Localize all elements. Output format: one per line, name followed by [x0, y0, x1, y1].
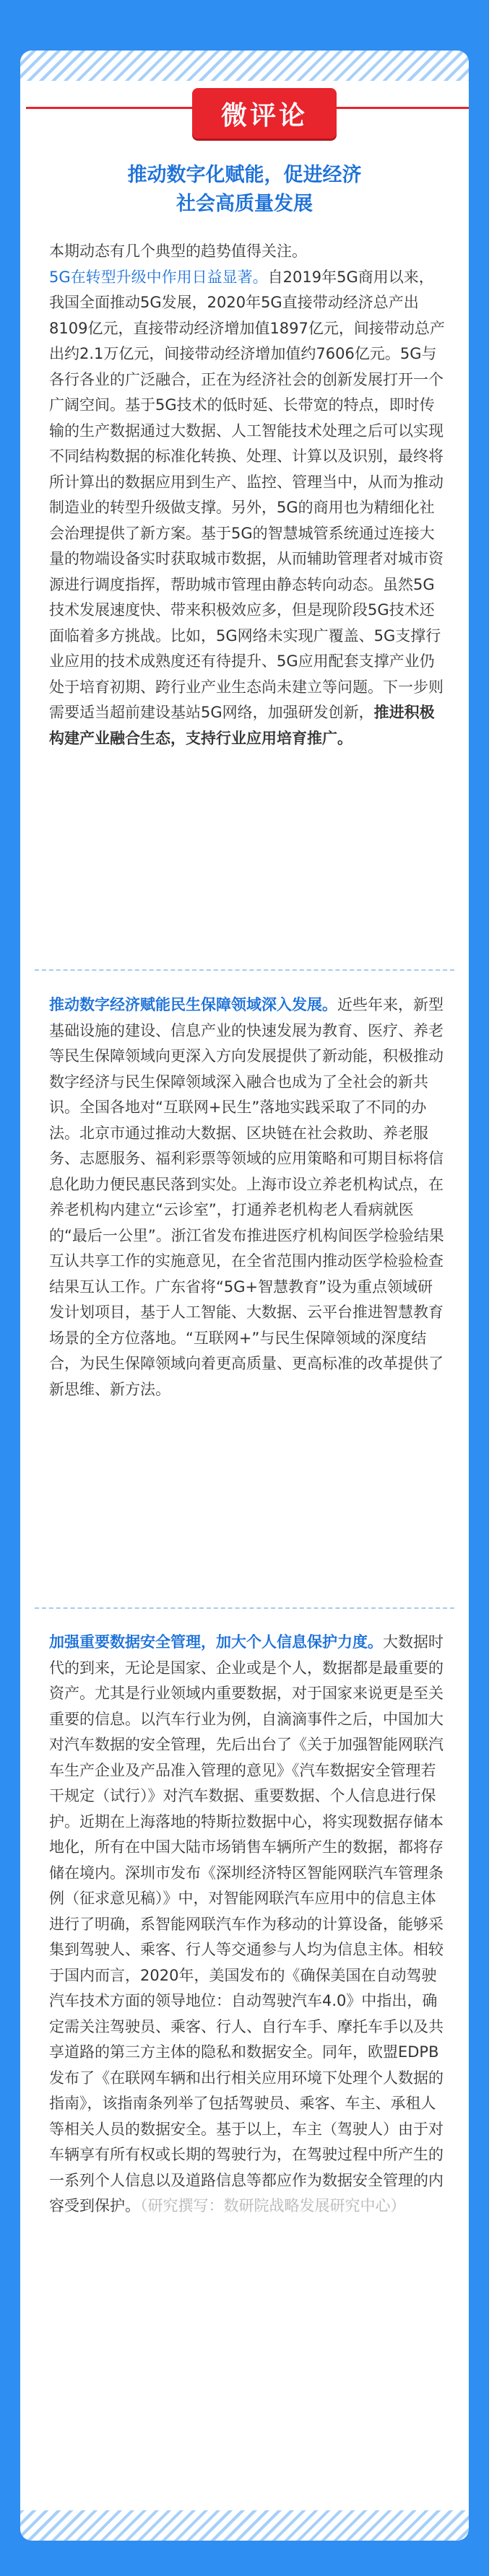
comment-badge: 微评论 — [192, 88, 337, 139]
bottom-stripe-decoration — [20, 2510, 469, 2541]
section-1-emphasis: 推进积极构建产业融合生态，支持行业应用培育推广。 — [49, 704, 435, 747]
section-1-lead: 5G在转型升级中作用日益显著。 — [49, 268, 268, 286]
section-divider-1 — [35, 969, 454, 971]
article-card — [20, 51, 469, 2541]
badge-container — [192, 88, 337, 139]
section-2-lead: 推动数字经济赋能民生保障领域深入发展。 — [49, 996, 337, 1013]
section-1 — [49, 239, 445, 751]
article-title-line1: 推动数字化赋能，促进经济 — [127, 164, 362, 186]
section-3-lead: 加强重要数据安全管理，加大个人信息保护力度。 — [49, 1633, 383, 1651]
top-stripe-decoration — [20, 51, 469, 81]
section-1-paragraph — [49, 265, 445, 752]
intro-paragraph: 本期动态有几个典型的趋势值得关注。 — [49, 243, 307, 260]
section-1-body: 自2019年5G商用以来，我国全面推动5G发展，2020年5G直接带动经济总产出8109亿元，直接带动经济增加值1897亿元，间接带动总产出约2.1万亿元，间接带动经济增加值约7606亿元。5G与各行各业的广泛融合，正在为经济社会的创新发展打开一个广阔空间。基于5G技术的低时延、长带宽的特点，即时传输的生产数据通过大数据、人工智能技术处理之后可以实现不同结构数据的标准化转换、处理、计算以及识别，最终将所计算出的数据应用到生产、监控、管理当中，从而为推动制造业的转型升级做支撑。另外，5G的商用也为精细化社会治理提供了新方案。基于5G的智慧城管系统通过连接大量的物端设备实时获取城市数据，从而辅助管理者对城市资源进行调度指挥，帮助城市管理由静态转向动态。虽然5G技术发展速度快、带来积极效应多，但是现阶段5G技术还面临着多方挑战。比如，5G网络未实现广覆盖、5G支撑行业应用的技术成熟度还有待提升、5G应用配套支撑产业仍处于培育初期、跨行业产业生态尚未建立等问题。下一步则需要适当超前建设基站5G网络，加强研发创新， — [49, 268, 445, 721]
section-2-body: 近些年来，新型基础设施的建设、信息产业的快速发展为教育、医疗、养老等民生保障领域向更深入方向发展提供了新动能，积极推动数字经济与民生保障领域深入融合也成为了全社会的新共识。全国各地对“互联网+民生”落地实践采取了不同的办法。北京市通过推动大数据、区块链在社会救助、养老服务、志愿服务、福利彩票等领域的应用策略和可期目标将信息化助力便民惠民落到实处。上海市设立养老机构试点，在养老机构内建立“云诊室”，打通养老机构老人看病就医的“最后一公里”。浙江省发布推进医疗机构间医学检验结果互认共享工作的实施意见，在全省范围内推动医学检验检查结果互认工作。广东省将“5G+智慧教育”设为重点领域研发计划项目，基于人工智能、大数据、云平台推进智慧教育场景的全方位落地。“互联网+”与民生保障领域的深度结合，为民生保障领域向着更高质量、更高标准的改革提供了新思维、新方法。 — [49, 996, 444, 1398]
article-title-line2: 社会高质量发展 — [176, 193, 313, 215]
source-credit: （研究撰写：数研院战略发展研究中心） — [140, 2197, 406, 2214]
section-2-paragraph — [49, 992, 445, 1402]
section-2 — [49, 992, 445, 1402]
section-divider-2 — [35, 1607, 454, 1609]
section-3-body: 大数据时代的到来，无论是国家、企业或是个人，数据都是最重要的资产。尤其是行业领域内重要数据，对于国家来说更是至关重要的信息。以汽车行业为例，自滴滴事件之后，中国加大对汽车数据的安全管理，先后出台了《关于加强智能网联汽车生产企业及产品准入管理的意见》《汽车数据安全管理若干规定（试行）》对汽车数据、重要数据、个人信息进行保护。近期在上海落地的特斯拉数据中心，将实现数据存储本地化，所有在中国大陆市场销售车辆所产生的数据，都将存储在境内。深圳市发布《深圳经济特区智能网联汽车管理条例（征求意见稿）》中，对智能网联汽车应用中的信息主体进行了明确，系智能网联汽车作为移动的计算设备，能够采集到驾驶人、乘客、行人等交通参与人均为信息主体。相较于国内而言，2020年，美国发布的《确保美国在自动驾驶汽车技术方面的领导地位：自动驾驶汽车4.0》中指出，确定需关注驾驶员、乘客、行人、自行车手、摩托车手以及共享道路的第三方主体的隐私和数据安全。同年，欧盟EDPB发布了《在联网车辆和出行相关应用环境下处理个人数据的指南》，该指南条列举了包括驾驶员、乘客、车主、承租人等相关人员的数据安全。基于以上，车主（驾驶人）由于对车辆享有所有权或长期的驾驶行为，在驾驶过程中所产生的一系列个人信息以及道路信息等都应作为数据安全管理的内容受到保护。 — [49, 1633, 443, 2214]
section-3 — [49, 1630, 445, 2219]
section-3-paragraph — [49, 1630, 445, 2219]
